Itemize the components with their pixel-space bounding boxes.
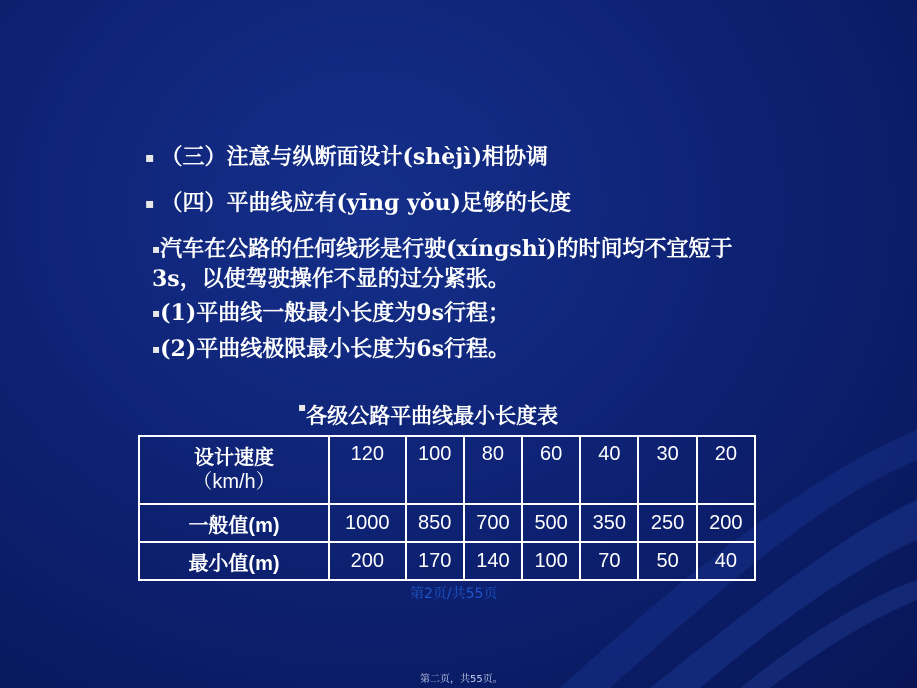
table-row (139, 504, 755, 542)
table-cell: 20 (697, 436, 755, 504)
table-cell: 140 (464, 542, 522, 580)
bullet-item-2 (145, 186, 571, 217)
page-footnote: 第二页，共55页。 (420, 674, 503, 685)
bullet-item-1 (145, 140, 548, 171)
table-row (139, 436, 755, 504)
table-cell: 30 (638, 436, 696, 504)
bullet-dot-icon: ▪ (145, 196, 155, 212)
table-title (298, 400, 558, 430)
bullet-dot-icon: ▪ (145, 150, 155, 166)
paragraph-2 (152, 298, 510, 328)
bullet-text: （三）注意与纵断面设计(shèjì)相协调 (160, 144, 549, 170)
paragraph-text: (2)平曲线极限最小长度为6s行程。 (160, 336, 510, 362)
table-title-text: 各级公路平曲线最小长度表 (306, 403, 559, 428)
table-cell: 100 (406, 436, 464, 504)
paragraph-text: 汽车在公路的任何线形是行驶(xínɡshǐ)的时间均不宜短于3s，以使驾驶操作不显的过分紧张。 (152, 236, 733, 292)
table-cell: 1000 (329, 504, 406, 542)
table-cell: 500 (522, 504, 580, 542)
paragraph-text: (1)平曲线一般最小长度为9s行程； (160, 300, 510, 326)
row-header-label: 设计速度 (194, 447, 274, 469)
table-cell: 60 (522, 436, 580, 504)
table-cell: 200 (329, 542, 406, 580)
bullet-dot-icon: ▪ (298, 400, 307, 414)
table-cell: 50 (638, 542, 696, 580)
table-cell: 120 (329, 436, 406, 504)
curve-length-table (138, 435, 756, 581)
paragraph-1 (152, 234, 777, 294)
row-header-general: 一般值(m) (139, 504, 329, 542)
table-cell: 100 (522, 542, 580, 580)
table-row (139, 542, 755, 580)
table-cell: 70 (580, 542, 638, 580)
table-cell: 40 (697, 542, 755, 580)
table-cell: 40 (580, 436, 638, 504)
page-indicator: 第2页/共55页 (410, 586, 498, 602)
bullet-dot-icon: ▪ (152, 242, 161, 256)
table-cell: 700 (464, 504, 522, 542)
bullet-dot-icon: ▪ (152, 342, 161, 356)
row-header-unit: （km/h） (192, 471, 276, 493)
row-header-speed (139, 436, 329, 504)
table-cell: 850 (406, 504, 464, 542)
table-cell: 80 (464, 436, 522, 504)
bullet-text: （四）平曲线应有(yīnɡ yǒu)足够的长度 (160, 190, 571, 216)
paragraph-3 (152, 334, 510, 364)
row-header-minimum: 最小值(m) (139, 542, 329, 580)
table-cell: 250 (638, 504, 696, 542)
table-cell: 200 (697, 504, 755, 542)
table-cell: 350 (580, 504, 638, 542)
table-cell: 170 (406, 542, 464, 580)
bullet-dot-icon: ▪ (152, 306, 161, 320)
